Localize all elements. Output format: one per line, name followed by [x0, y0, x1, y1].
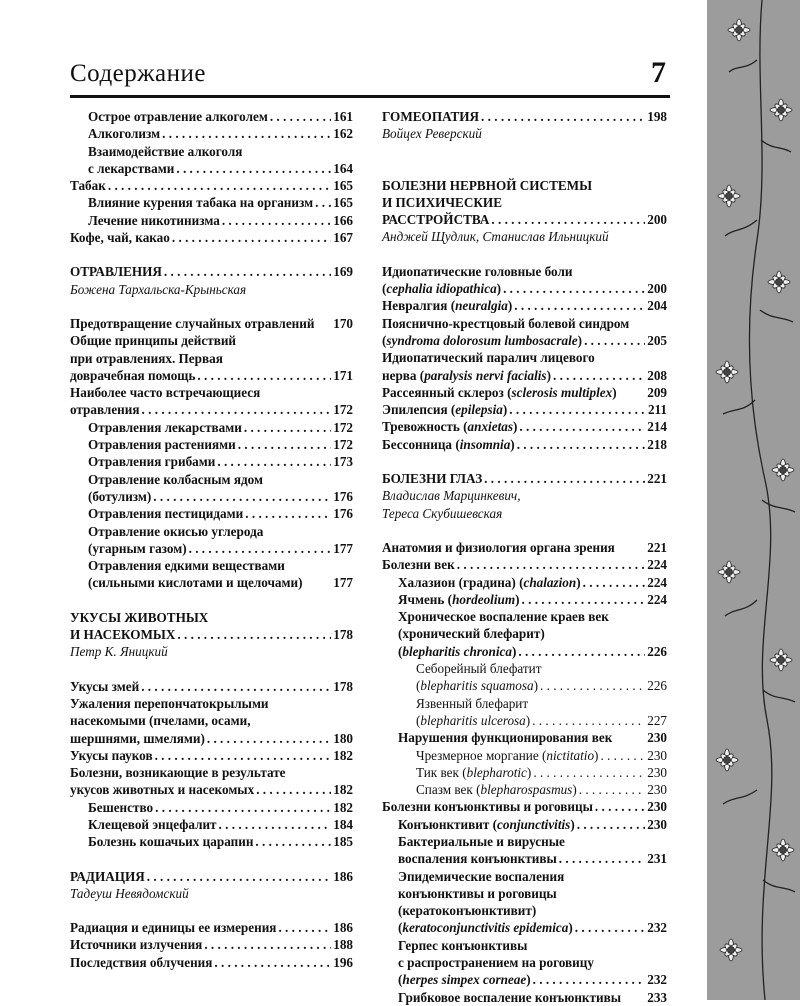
toc-entry[interactable] [70, 868, 353, 885]
toc-entry-title: Кофе, чай, какао [70, 230, 170, 246]
toc-author: Божена Тархальска-Крыньская [70, 281, 247, 297]
leader-dots [172, 229, 331, 246]
toc-entry-title: доврачебная помощь [70, 367, 196, 383]
leader-dots [577, 816, 646, 833]
toc-page-number: 182 [333, 799, 353, 815]
spacer [382, 143, 667, 160]
toc-entry-line: Герпес конъюнктивы [398, 937, 528, 953]
toc-entry[interactable] [382, 591, 667, 608]
spacer [70, 298, 353, 315]
page-number: 7 [651, 56, 666, 89]
toc-entry-title: РАССТРОЙСТВА [382, 212, 490, 228]
spacer [382, 453, 667, 470]
leader-dots [514, 297, 645, 314]
toc-entry[interactable] [382, 436, 667, 453]
toc-entry[interactable] [70, 747, 353, 764]
toc-entry-line: Взаимодействие алкоголя [88, 143, 243, 159]
toc-entry-line: (кератоконъюнктивит) [398, 903, 537, 919]
spacer [70, 902, 353, 919]
toc-entry[interactable] [382, 729, 667, 746]
toc-entry[interactable] [382, 781, 667, 798]
toc-author: Анджей Щудлик, Станислав Ильницкий [382, 229, 609, 245]
toc-page-number: 170 [333, 315, 353, 331]
spacer [70, 661, 353, 678]
toc-entry-title: Нарушения функционирования век [398, 730, 613, 746]
toc-entry[interactable] [70, 263, 353, 280]
toc-entry-title: отравления [70, 402, 140, 418]
toc-entry-title: (keratoconjunctivitis epidemica) [398, 920, 573, 936]
toc-entry-line: И ПСИХИЧЕСКИЕ [382, 194, 502, 210]
leader-dots [255, 833, 331, 850]
leader-dots [532, 712, 645, 729]
toc-entry[interactable] [70, 453, 353, 470]
toc-entry-title: Отравления растениями [88, 437, 236, 453]
leader-dots [517, 436, 646, 453]
toc-page-number: 162 [333, 126, 353, 142]
toc-author: Войцех Реверский [382, 126, 482, 142]
toc-page-number: 226 [647, 643, 667, 659]
toc-column-right [382, 108, 667, 1006]
toc-page-number: 178 [333, 678, 353, 694]
leader-dots [559, 850, 645, 867]
toc-entry[interactable] [70, 108, 353, 125]
toc-entry-title: (syndroma dolorosum lumbosacrale) [382, 332, 583, 348]
toc-entry[interactable] [70, 315, 353, 332]
leader-dots [176, 160, 331, 177]
toc-page-number: 171 [333, 367, 353, 383]
toc-entry-line: БОЛЕЗНИ НЕРВНОЙ СИСТЕМЫ [382, 177, 593, 193]
toc-entry-title: Клещевой энцефалит [88, 816, 217, 832]
toc-entry[interactable] [70, 799, 353, 816]
toc-entry-line: Хроническое воспаление краев век [398, 609, 609, 625]
toc-entry[interactable] [382, 470, 667, 487]
toc-entry-title: Алкоголизм [88, 126, 161, 142]
leader-dots [583, 574, 646, 591]
toc-page-number: 218 [647, 436, 667, 452]
toc-entry[interactable] [382, 919, 667, 936]
toc-page-number: 211 [647, 402, 667, 418]
toc-entry-line: Идиопатические головные боли [382, 263, 573, 279]
leader-dots [238, 436, 332, 453]
toc-entry-title: Острое отравление алкоголем [88, 109, 268, 124]
toc-entry-title: ОТРАВЛЕНИЯ [70, 264, 162, 280]
toc-entry[interactable] [70, 678, 353, 695]
toc-entry-title: Рассеянный склероз (sclerosis multiplex) [382, 384, 617, 400]
toc-entry-title: Предотвращение случайных отравлений [70, 315, 315, 331]
toc-entry[interactable] [382, 764, 667, 781]
leader-dots [518, 643, 645, 660]
leader-dots [162, 125, 331, 142]
toc-entry[interactable] [382, 332, 667, 349]
leader-dots [484, 470, 645, 487]
toc-entry-title: (blepharitis squamosa) [416, 678, 539, 694]
toc-entry-title: (сильными кислотами и щелочами) [88, 575, 303, 591]
toc-entry-title: Источники излучения [70, 937, 203, 953]
toc-page-number: 176 [333, 506, 353, 522]
toc-page-number: 230 [647, 799, 667, 815]
toc-entry[interactable] [70, 574, 353, 591]
toc-entry-title: шершнями, шмелями) [70, 730, 205, 746]
toc-entry[interactable] [70, 540, 353, 557]
leader-dots [141, 678, 331, 695]
leader-dots [481, 108, 645, 125]
toc-page-number: 224 [647, 574, 667, 590]
leader-dots [155, 799, 331, 816]
toc-entry[interactable] [382, 539, 667, 556]
toc-page-number: 188 [333, 937, 353, 953]
toc-entry-title: Чрезмерное моргание (nictitatio) [416, 747, 599, 763]
toc-entry-title: (угарным газом) [88, 540, 187, 556]
toc-page-number: 224 [647, 557, 667, 573]
toc-entry[interactable] [382, 211, 667, 228]
leader-dots [457, 556, 645, 573]
toc-entry-title: Последствия облучения [70, 954, 213, 970]
leader-dots [533, 764, 645, 781]
leader-dots [153, 488, 331, 505]
toc-page-number: 200 [647, 212, 667, 228]
toc-entry-line: УКУСЫ ЖИВОТНЫХ [70, 609, 209, 625]
leader-dots [214, 954, 331, 971]
toc-page-number: 161 [333, 109, 353, 124]
toc-page-number: 180 [333, 730, 353, 746]
toc-entry-line: (хронический блефарит) [398, 626, 545, 642]
toc-entry[interactable] [70, 730, 353, 747]
spacer [382, 160, 667, 177]
toc-author: Петр К. Яницкий [70, 644, 168, 660]
toc-entry-title: ГОМЕОПАТИЯ [382, 109, 480, 124]
toc-entry-line: Болезни, возникающие в результате [70, 765, 286, 781]
toc-page-number: 231 [647, 851, 667, 867]
toc-entry-title: укусов животных и насекомых [70, 782, 255, 798]
header-rule [70, 95, 670, 98]
toc-entry-title: Конъюнктивит (conjunctivitis) [398, 816, 575, 832]
leader-dots [600, 747, 645, 764]
toc-page-number: 209 [647, 384, 667, 400]
toc-entry[interactable] [382, 418, 667, 435]
toc-entry-title: Отравления грибами [88, 454, 216, 470]
toc-entry-title: Радиация и единицы ее измерения [70, 920, 277, 936]
toc-page-number: 184 [333, 816, 353, 832]
leader-dots [256, 781, 331, 798]
toc-page-number: 167 [333, 230, 353, 246]
toc-entry[interactable] [70, 229, 353, 246]
toc-page-number: 221 [647, 471, 667, 487]
toc-entry-title: Халазион (градина) (chalazion) [398, 574, 581, 590]
toc-page-number: 165 [333, 178, 353, 194]
toc-entry-title: Бешенство [88, 799, 154, 815]
leader-dots [207, 730, 331, 747]
toc-entry[interactable] [382, 367, 667, 384]
toc-entry-title: (herpes simpex corneae) [398, 972, 531, 988]
page-header [70, 58, 670, 94]
toc-entry-title: Укусы пауков [70, 747, 153, 763]
toc-entry-title: нерва (paralysis nervi facialis) [382, 367, 551, 383]
toc-entry-line: Отравления едкими веществами [88, 558, 285, 574]
toc-page-number: 196 [333, 954, 353, 970]
toc-entry-title: Лечение никотинизма [88, 212, 220, 228]
toc-page-number: 172 [333, 402, 353, 418]
toc-page-number: 169 [333, 264, 353, 280]
toc-entry[interactable] [70, 816, 353, 833]
leader-dots [540, 677, 645, 694]
toc-entry-title: РАДИАЦИЯ [70, 868, 145, 884]
spacer [382, 246, 667, 263]
toc-entry-title: (blepharitis chronica) [398, 643, 517, 659]
toc-page-number: 230 [647, 730, 667, 746]
leader-dots [217, 453, 331, 470]
leader-dots [519, 418, 645, 435]
toc-entry-line: при отравлениях. Первая [70, 350, 223, 366]
toc-entry-title: (cephalia idiopathica) [382, 281, 502, 297]
toc-entry[interactable] [70, 781, 353, 798]
toc-page-number: 232 [647, 920, 667, 936]
spacer [382, 522, 667, 539]
toc-entry[interactable] [382, 643, 667, 660]
toc-entry[interactable] [382, 297, 667, 314]
toc-entry-title: Табак [70, 178, 106, 194]
toc-entry[interactable] [70, 194, 353, 211]
toc-page-number: 200 [647, 281, 667, 297]
toc-author: Владислав Марцинкевич, [382, 488, 521, 504]
leader-dots [503, 280, 645, 297]
leader-dots [245, 505, 331, 522]
toc-entry[interactable] [70, 626, 353, 643]
toc-entry[interactable] [382, 712, 667, 729]
toc-entry-title: Анатомия и физиология органа зрения [382, 539, 615, 555]
toc-entry[interactable] [382, 556, 667, 573]
toc-page-number: 204 [647, 298, 667, 314]
toc-page-number: 164 [333, 160, 353, 176]
toc-entry[interactable] [382, 798, 667, 815]
leader-dots [164, 263, 331, 280]
toc-entry-title: Ячмень (hordeolium) [398, 591, 520, 607]
leader-dots [147, 868, 331, 885]
toc-entry[interactable] [70, 125, 353, 142]
spacer [70, 246, 353, 263]
toc-page-number: 186 [333, 920, 353, 936]
leader-dots [584, 332, 645, 349]
toc-entry-title: Влияние курения табака на организм [88, 195, 314, 211]
toc-page-number: 205 [647, 332, 667, 348]
toc-page-number: 177 [333, 575, 353, 591]
toc-entry-title: Болезни конъюнктивы и роговицы [382, 799, 593, 815]
toc-entry[interactable] [382, 747, 667, 764]
toc-entry-title: И НАСЕКОМЫХ [70, 627, 176, 643]
toc-entry-title: Грибковое воспаление конъюнктивы [398, 989, 622, 1005]
leader-dots [204, 936, 331, 953]
spacer [70, 592, 353, 609]
toc-entry[interactable] [70, 436, 353, 453]
toc-entry[interactable] [382, 989, 667, 1006]
toc-entry[interactable] [70, 367, 353, 384]
leader-dots [189, 540, 332, 557]
toc-page-number: 182 [333, 782, 353, 798]
toc-entry[interactable] [382, 574, 667, 591]
toc-author: Тереса Скубишевская [382, 505, 503, 521]
toc-entry[interactable] [382, 816, 667, 833]
toc-entry[interactable] [70, 419, 353, 436]
toc-entry-line: Пояснично-крестцовый болевой синдром [382, 315, 630, 331]
toc-entry[interactable] [70, 488, 353, 505]
toc-entry-title: Болезнь кошачьих царапин [88, 834, 254, 850]
toc-page-number: 224 [647, 591, 667, 607]
toc-entry-line: Общие принципы действий [70, 333, 237, 349]
toc-page-number: 226 [647, 678, 667, 694]
leader-dots [155, 747, 332, 764]
toc-entry[interactable] [382, 971, 667, 988]
leader-dots [575, 919, 645, 936]
toc-page-number: 230 [647, 782, 667, 798]
leader-dots [278, 919, 331, 936]
leader-dots [533, 971, 646, 988]
toc-entry-title: с лекарствами [88, 160, 175, 176]
toc-entry-title: (blepharitis ulcerosa) [416, 712, 531, 728]
toc-entry-title: Тревожность (anxietas) [382, 419, 518, 435]
toc-entry-line: Бактериальные и вирусные [398, 833, 565, 849]
leader-dots [553, 367, 645, 384]
toc-entry-title: Тик век (blepharotic) [416, 764, 532, 780]
toc-page-number: 214 [647, 419, 667, 435]
leader-dots [595, 798, 645, 815]
toc-entry-line: Себорейный блефатит [416, 661, 542, 677]
toc-entry-line: Ужаления перепончатокрылыми [70, 695, 269, 711]
toc-entry-line: Наиболее часто встречающиеся [70, 385, 261, 401]
toc-entry[interactable] [70, 954, 353, 971]
leader-dots [491, 211, 645, 228]
toc-page-number: 186 [333, 868, 353, 884]
toc-page-number: 227 [647, 712, 667, 728]
toc-page-number: 232 [647, 972, 667, 988]
page-title: Содержание [70, 60, 206, 87]
leader-dots [177, 626, 331, 643]
toc-entry-line: Язвенный блефарит [416, 695, 529, 711]
toc-page-number: 221 [647, 539, 667, 555]
toc-entry[interactable] [70, 936, 353, 953]
spacer [70, 851, 353, 868]
toc-entry-title: Болезни век [382, 557, 455, 573]
leader-dots [108, 177, 331, 194]
toc-entry-title: Укусы змей [70, 678, 140, 694]
toc-entry-title: воспаления конъюнктивы [398, 851, 557, 867]
toc-entry-title: БОЛЕЗНИ ГЛАЗ [382, 471, 483, 487]
toc-entry[interactable] [382, 677, 667, 694]
toc-page-number: 173 [333, 454, 353, 470]
toc-entry-line: с распространением на роговицу [398, 955, 594, 971]
toc-page-number: 166 [333, 212, 353, 228]
toc-entry[interactable] [70, 212, 353, 229]
toc-entry[interactable] [382, 108, 667, 125]
toc-entry[interactable] [70, 833, 353, 850]
leader-dots [244, 419, 331, 436]
leader-dots [219, 816, 332, 833]
leader-dots [579, 781, 645, 798]
toc-page-number: 176 [333, 488, 353, 504]
toc-entry-title: Отравления лекарствами [88, 419, 242, 435]
toc-page-number: 185 [333, 834, 353, 850]
chamomile-flower-icon [707, 0, 800, 1000]
toc-page-number: 230 [647, 747, 667, 763]
toc-entry-line: Идиопатический паралич лицевого [382, 350, 595, 366]
toc-entry[interactable] [70, 177, 353, 194]
decorative-sidebar [707, 0, 800, 1000]
leader-dots [315, 194, 331, 211]
toc-page-number: 182 [333, 747, 353, 763]
toc-author: Тадеуш Невядомский [70, 885, 189, 901]
toc-entry-line: конъюнктивы и роговицы [398, 885, 557, 901]
toc-entry[interactable] [70, 401, 353, 418]
toc-page-number: 233 [647, 989, 667, 1005]
toc-page-number: 177 [333, 540, 353, 556]
toc-entry-title: Невралгия (neuralgia) [382, 298, 513, 314]
toc-entry[interactable] [382, 850, 667, 867]
leader-dots [197, 367, 331, 384]
toc-page-number: 230 [647, 764, 667, 780]
toc-page-number: 178 [333, 627, 353, 643]
toc-entry-title: Бессонница (insomnia) [382, 436, 515, 452]
toc-entry-line: Отравление окисью углерода [88, 523, 264, 539]
toc-entry-line: Эпидемические воспаления [398, 868, 565, 884]
toc-entry-title: Эпилепсия (epilepsia) [382, 402, 508, 418]
leader-dots [142, 401, 332, 418]
toc-entry[interactable] [70, 919, 353, 936]
toc-column-left [70, 108, 353, 971]
toc-entry[interactable] [382, 280, 667, 297]
toc-entry-line: Отравление колбасным ядом [88, 471, 263, 487]
toc-page-number: 165 [333, 195, 353, 211]
leader-dots [222, 212, 331, 229]
toc-entry-title: Отравления пестицидами [88, 506, 244, 522]
toc-page-number: 172 [333, 419, 353, 435]
toc-entry-title: Спазм век (blepharospasmus) [416, 782, 577, 798]
toc-entry[interactable] [70, 505, 353, 522]
toc-entry-line: насекомыми (пчелами, осами, [70, 713, 251, 729]
toc-page-number: 208 [647, 367, 667, 383]
toc-page-number: 230 [647, 816, 667, 832]
toc-entry-title: (ботулизм) [88, 488, 152, 504]
toc-page-number: 172 [333, 437, 353, 453]
toc-page-number: 198 [647, 109, 667, 124]
leader-dots [509, 401, 646, 418]
toc-entry[interactable] [70, 160, 353, 177]
toc-entry[interactable] [382, 401, 667, 418]
toc-entry[interactable] [382, 384, 667, 401]
leader-dots [270, 108, 331, 125]
leader-dots [522, 591, 646, 608]
